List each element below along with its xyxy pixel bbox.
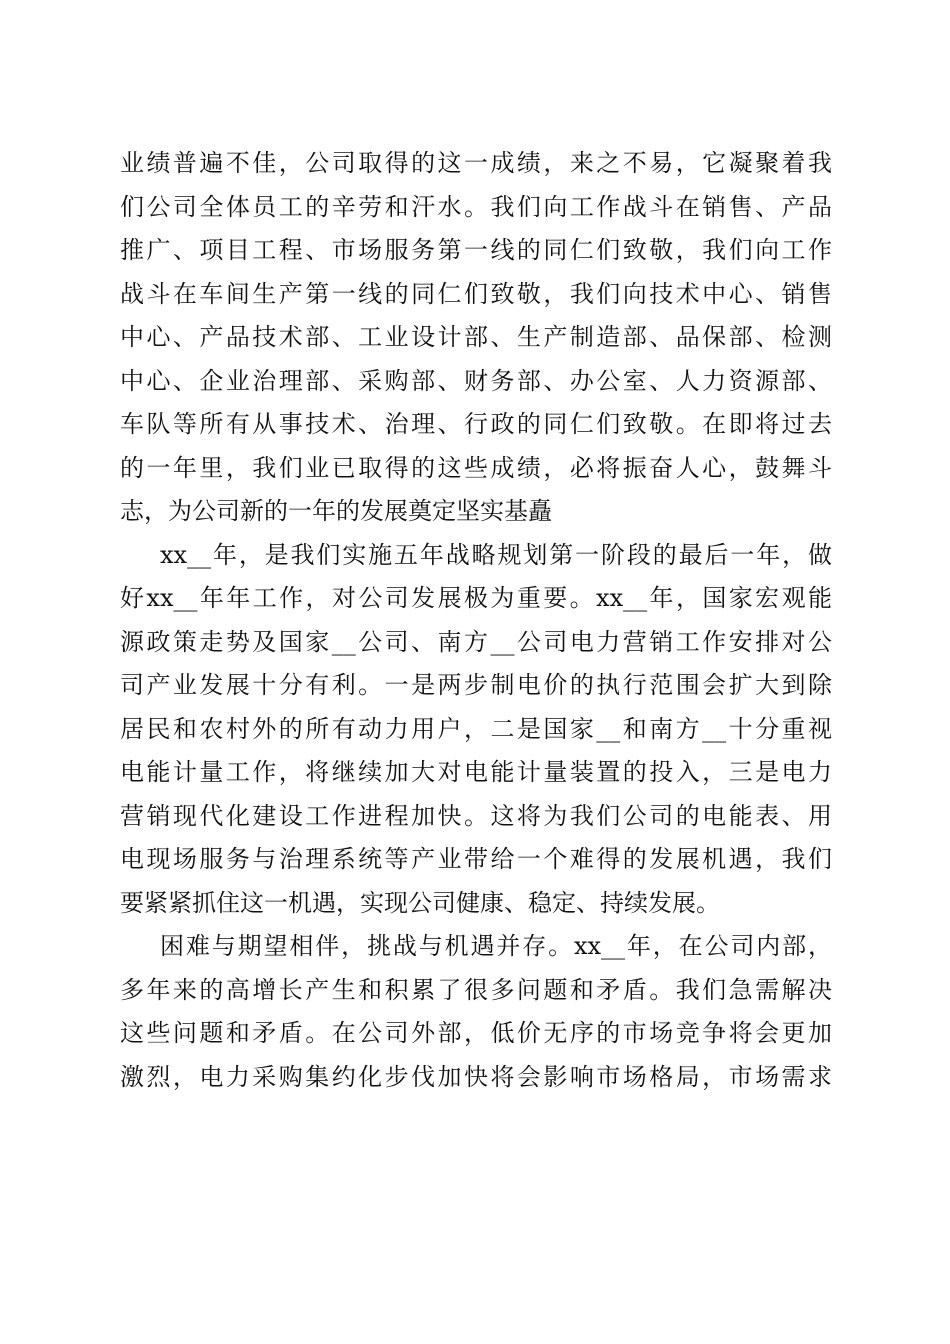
text-line: 要紧紧抓住这一机遇，实现公司健康、稳定、持续发展。: [120, 888, 720, 917]
text-line: 营销现代化建设工作进程加快。这将为我们公司的电能表、用: [120, 801, 832, 830]
text-line: 电现场服务与治理系统等产业带给一个难得的发展机遇，我们: [120, 845, 832, 873]
text-line: 司产业发展十分有利。一是两步制电价的执行范围会扩大到除: [120, 671, 832, 699]
text-line: 好xx__年年工作，对公司发展极为重要。xx__年，国家宏观能: [120, 584, 832, 612]
text-line: 居民和农村外的所有动力用户，二是国家__和南方__十分重视: [120, 714, 832, 743]
paragraph-2: [120, 534, 832, 926]
text-line: 中心、产品技术部、工业设计部、生产制造部、品保部、检测: [120, 323, 832, 351]
text-line: 战斗在车间生产第一线的同仁们致敬，我们向技术中心、销售: [120, 279, 832, 308]
paragraph-3: [120, 925, 832, 1099]
text-line: xx__年，是我们实施五年战略规划第一阶段的最后一年，做: [160, 540, 832, 569]
text-line: 车队等所有从事技术、治理、行政的同仁们致敬。在即将过去: [120, 410, 832, 438]
text-line: 多年来的高增长产生和积累了很多问题和矛盾。我们急需解决: [120, 975, 832, 1004]
text-line: 的一年里，我们业已取得的这些成绩，必将振奋人心，鼓舞斗: [120, 453, 832, 482]
text-line: 业绩普遍不佳，公司取得的这一成绩，来之不易，它凝聚着我: [120, 149, 832, 177]
text-line: 电能计量工作，将继续加大对电能计量装置的投入，三是电力: [120, 758, 832, 786]
text-line: 志，为公司新的一年的发展奠定坚实基矗: [120, 497, 552, 525]
text-line: 这些问题和矛盾。在公司外部，低价无序的市场竞争将会更加: [120, 1019, 832, 1047]
text-line: 激烈，电力采购集约化步伐加快将会影响市场格局，市场需求: [120, 1062, 832, 1091]
text-line: 推广、项目工程、市场服务第一线的同仁们致敬，我们向工作: [120, 236, 832, 264]
document-body: [120, 142, 832, 1099]
text-line: 中心、企业治理部、采购部、财务部、办公室、人力资源部、: [120, 366, 832, 395]
text-line: 困难与期望相伴，挑战与机遇并存。xx__年，在公司内部，: [160, 932, 832, 960]
paragraph-1: [120, 142, 832, 534]
text-line: 源政策走势及国家__公司、南方__公司电力营销工作安排对公: [120, 627, 832, 656]
text-line: 们公司全体员工的辛劳和汗水。我们向工作战斗在销售、产品: [120, 192, 832, 221]
